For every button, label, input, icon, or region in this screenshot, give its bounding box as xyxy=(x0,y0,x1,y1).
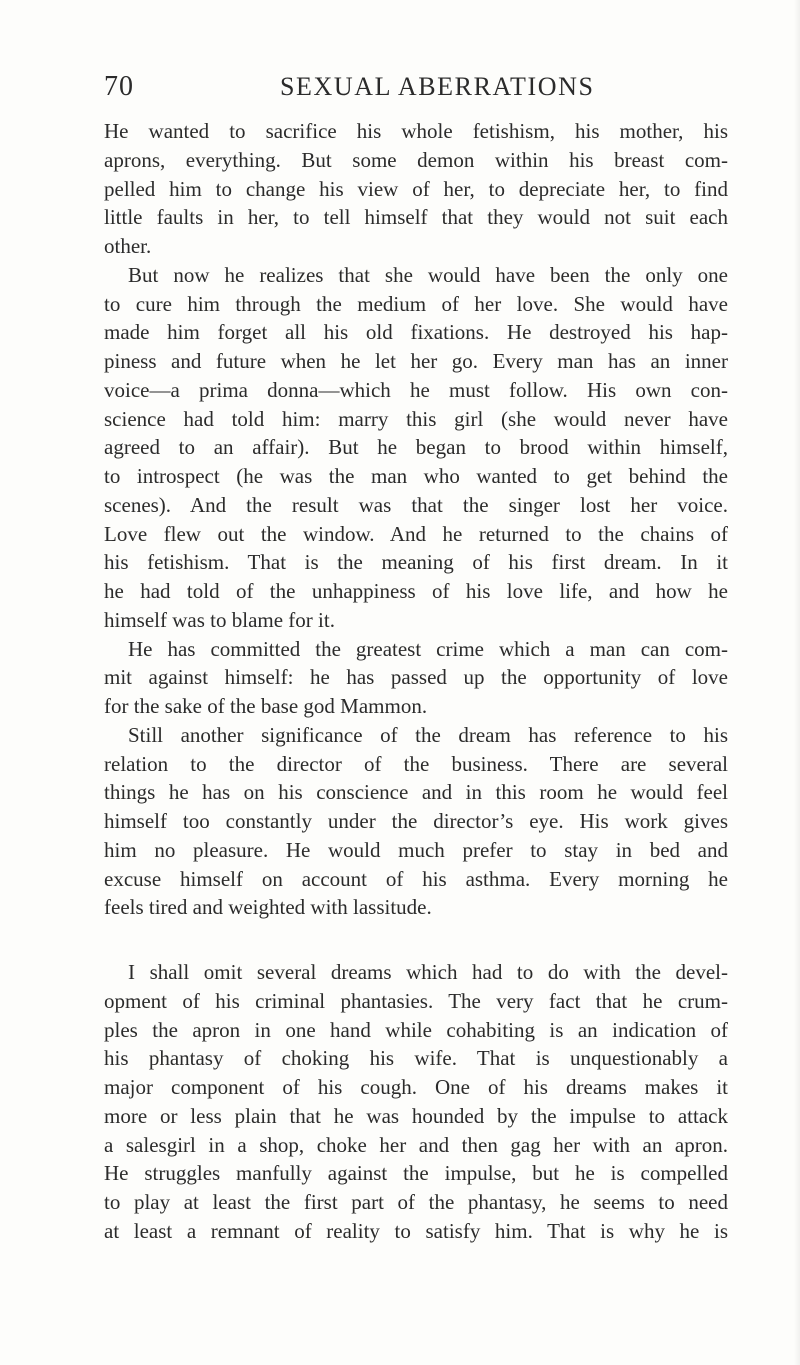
text-line: ples the apron in one hand while cohabiting is an indication of xyxy=(104,1017,728,1042)
text-line: feels tired and weighted with lassitude. xyxy=(104,895,432,920)
text-line: voice—a prima donna—which he must follow. His own con- xyxy=(104,377,728,402)
running-head xyxy=(104,70,724,104)
text-line: him no pleasure. He would much prefer to stay in bed and xyxy=(104,837,728,862)
text-line: his fetishism. That is the meaning of his first dream. In it xyxy=(104,550,728,575)
paragraph xyxy=(104,958,728,1246)
page-edge-shadow xyxy=(794,0,800,1365)
text-line: at least a remnant of reality to satisfy him. That is why he is xyxy=(104,1218,728,1243)
text-line: He wanted to sacrifice his whole fetishism, his mother, his xyxy=(104,119,728,143)
text-line: he had told of the unhappiness of his love life, and how he xyxy=(104,579,728,603)
text-line: He struggles manfully against the impulse, but he is compelled xyxy=(104,1161,728,1186)
page-number: 70 xyxy=(104,71,134,102)
text-line: pelled him to change his view of her, to depreciate her, to find xyxy=(104,176,728,201)
text-line: opment of his criminal phantasies. The very fact that he crum- xyxy=(104,988,728,1013)
chapter-title: SEXUAL ABERRATIONS xyxy=(280,72,595,101)
text-line: I shall omit several dreams which had to do with the devel- xyxy=(128,960,728,984)
text-line: for the sake of the base god Mammon. xyxy=(104,694,428,718)
text-line: other. xyxy=(104,234,152,258)
text-line: scenes). And the result was that the singer lost her voice. xyxy=(104,492,728,517)
text-line: relation to the director of the business. There are several xyxy=(104,751,728,776)
text-line: made him forget all his old fixations. He destroyed his hap- xyxy=(104,320,728,345)
text-line: piness and future when he let her go. Every man has an inner xyxy=(104,349,728,373)
text-line: But now he realizes that she would have been the only one xyxy=(128,262,728,287)
text-line: agreed to an affair). But he began to brood within himself, xyxy=(104,435,728,460)
text-line: excuse himself on account of his asthma. Every morning he xyxy=(104,866,728,891)
text-line: aprons, everything. But some demon within his breast com- xyxy=(104,147,728,172)
paragraph xyxy=(104,117,728,261)
body-text xyxy=(104,117,728,1246)
text-line: major component of his cough. One of his dreams makes it xyxy=(104,1075,728,1099)
text-line: himself was to blame for it. xyxy=(104,607,335,632)
text-line: things he has on his conscience and in this room he would feel xyxy=(104,780,728,805)
text-line: to introspect (he was the man who wanted to get behind the xyxy=(104,464,728,488)
text-line: to play at least the first part of the phantasy, he seems to need xyxy=(104,1190,728,1214)
text-line: himself too constantly under the director’s eye. His work gives xyxy=(104,809,728,833)
text-line: more or less plain that he was hounded by the impulse to attack xyxy=(104,1103,728,1128)
paragraph xyxy=(104,261,728,635)
paragraph xyxy=(104,721,728,922)
text-line: science had told him: marry this girl (she would never have xyxy=(104,406,728,431)
text-line: He has committed the greatest crime which a man can com- xyxy=(128,636,728,661)
paragraph xyxy=(104,635,728,721)
section-break xyxy=(104,922,728,958)
text-line: Still another significance of the dream has reference to his xyxy=(128,722,728,747)
text-line: mit against himself: he has passed up the opportunity of love xyxy=(104,665,728,690)
text-line: little faults in her, to tell himself that they would not suit each xyxy=(104,205,728,230)
text-line: his phantasy of choking his wife. That is unquestionably a xyxy=(104,1046,728,1071)
text-line: Love flew out the window. And he returned to the chains of xyxy=(104,521,728,546)
text-line: to cure him through the medium of her love. She would have xyxy=(104,291,728,316)
text-line: a salesgirl in a shop, choke her and then gag her with an apron. xyxy=(104,1132,728,1157)
